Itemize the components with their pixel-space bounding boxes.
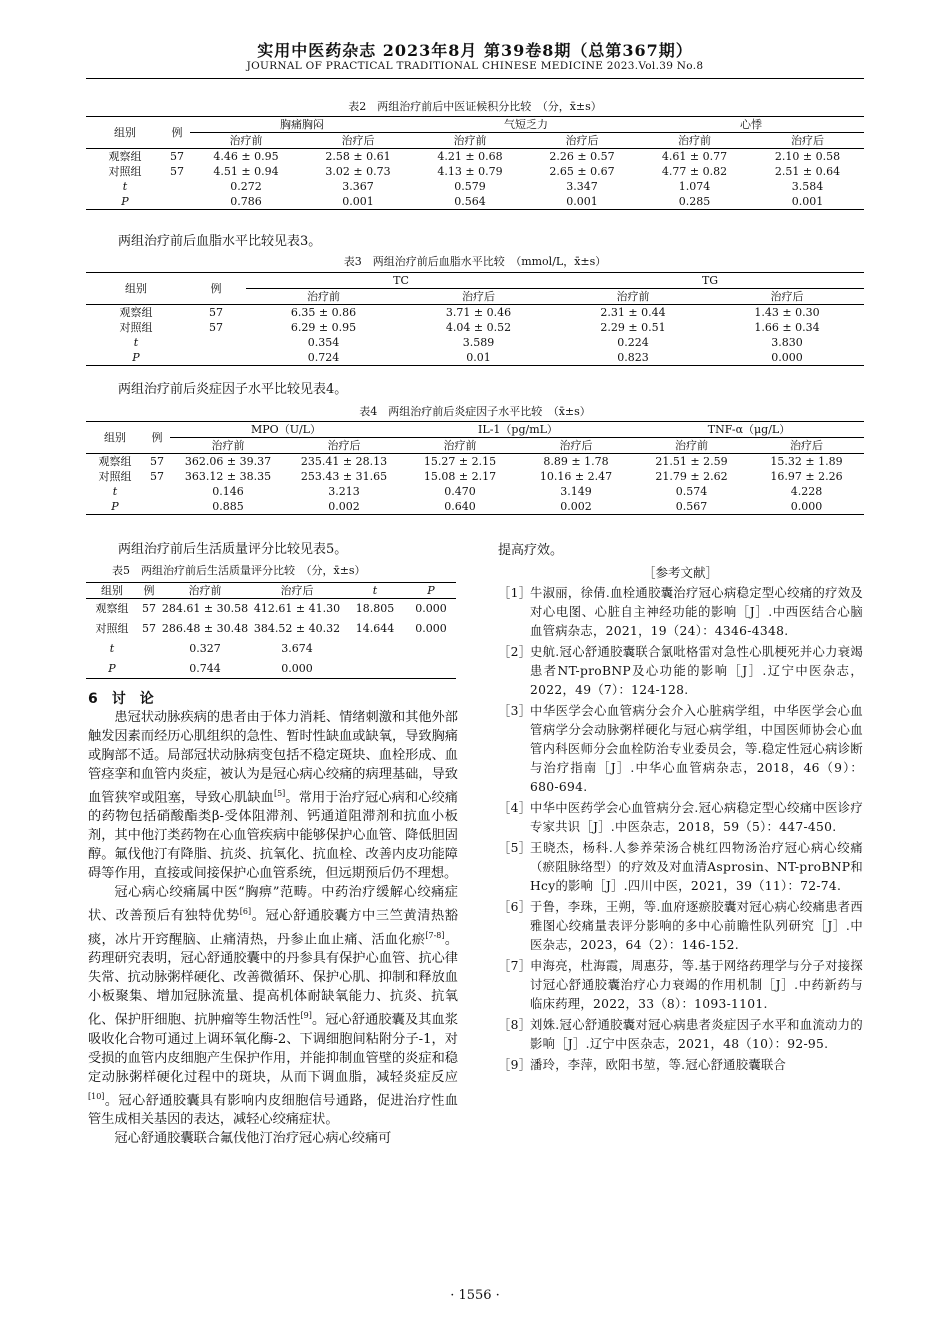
text-run: 。冠心舒通胶囊具有影响内皮细胞信号通路，促进治疗性血管生成相关基因的表达，减轻心绞痛症状。 <box>88 1092 458 1127</box>
reference-item <box>498 957 863 1014</box>
table-row <box>86 149 864 165</box>
cell: 2.29 ± 0.51 <box>600 321 666 334</box>
cell: 2.58 ± 0.61 <box>302 149 414 165</box>
cell: 2.26 ± 0.57 <box>526 149 638 165</box>
row-label: P <box>86 194 164 210</box>
table3-header-group: 组别 <box>86 273 186 305</box>
cell: 4.61 ± 0.77 <box>638 149 751 165</box>
row-n <box>164 194 190 210</box>
table5-caption: 表5 两组治疗前后生活质量评分比较 （分，x̄±s） <box>112 564 366 577</box>
reference-number: ［3］ <box>498 704 532 718</box>
cell: 0.724 <box>246 350 401 366</box>
section-heading-discussion: 6 讨 论 <box>88 691 154 707</box>
cell: 2.31 ± 0.44 <box>556 305 710 321</box>
table-row <box>86 350 864 366</box>
table-row <box>86 619 456 639</box>
table2-header-pre: 治疗前 <box>453 134 487 147</box>
citation: [10] <box>88 1091 105 1101</box>
row-n: 57 <box>170 165 184 178</box>
cell: 253.43 ± 31.65 <box>300 470 388 483</box>
table5-header-n: 例 <box>138 583 160 599</box>
table2-header-g3: 心悸 <box>638 117 864 133</box>
reference-text: 中华医学会心血管病分会介入心脏病学组，中华医学会心血管病学分会动脉粥样硬化与冠心病学组，中国医师协会心血管内科医师分会血栓防治专业委员会，等.稳定性冠心病诊断与治疗指南［J］.中华心血管病杂志，2018，46（9）：680-694. <box>530 704 863 794</box>
row-n: 57 <box>150 470 164 483</box>
cell: 0.564 <box>414 194 526 210</box>
table2-header-pre: 治疗前 <box>678 134 711 147</box>
row-label: 观察组 <box>86 454 144 470</box>
cell: 0.744 <box>160 659 250 679</box>
table4-header-pre: 治疗前 <box>443 439 477 452</box>
row-label: 观察组 <box>86 149 164 165</box>
table2-header-post: 治疗后 <box>341 134 375 147</box>
cell: 3.367 <box>342 180 374 193</box>
cell: 6.35 ± 0.86 <box>246 305 401 321</box>
citation: [5] <box>273 789 286 798</box>
table4-header-pre: 治疗前 <box>211 439 245 452</box>
reference-number: ［6］ <box>498 900 532 914</box>
row-label: 观察组 <box>95 602 129 616</box>
table4-header-g2: IL-1（pg/mL） <box>402 422 634 438</box>
reference-item <box>498 584 863 641</box>
cell: 0.272 <box>230 180 262 193</box>
reference-item <box>498 643 863 700</box>
cell: 412.61 ± 41.30 <box>253 602 341 616</box>
table4-header-group: 组别 <box>86 422 144 454</box>
cell: 0.01 <box>401 350 556 366</box>
cell: 4.04 ± 0.52 <box>445 321 512 334</box>
cell: 0.000 <box>415 602 447 616</box>
cell: 4.13 ± 0.79 <box>437 165 503 178</box>
reference-number: ［9］ <box>498 1058 532 1072</box>
references-list <box>498 584 863 1077</box>
cell: 0.002 <box>518 499 634 515</box>
cell: 0.574 <box>675 485 708 498</box>
cell: 16.97 ± 2.26 <box>770 470 843 483</box>
row-n <box>138 659 160 679</box>
table-row <box>86 639 456 659</box>
cell: 1.43 ± 0.30 <box>710 305 864 321</box>
table4-header-post: 治疗后 <box>327 439 361 452</box>
row-n: 57 <box>209 321 223 334</box>
reference-item <box>498 702 863 797</box>
row-label: P <box>86 350 186 366</box>
reference-number: ［2］ <box>498 645 532 659</box>
cell: 0.885 <box>170 499 286 515</box>
cell: 0.285 <box>638 194 751 210</box>
table-row <box>86 599 456 619</box>
cell: 3.584 <box>791 180 824 193</box>
table5-header-pre: 治疗前 <box>160 583 250 599</box>
table5-header-group: 组别 <box>86 583 138 599</box>
cell: 362.06 ± 39.37 <box>170 454 286 470</box>
table-row <box>86 305 864 321</box>
cell: 363.12 ± 38.35 <box>184 470 272 483</box>
table5 <box>86 582 456 679</box>
cell: 14.644 <box>355 622 395 635</box>
cell: 4.51 ± 0.94 <box>213 165 279 178</box>
citation: [6] <box>239 907 252 917</box>
table-row <box>86 484 864 499</box>
header-rule <box>86 78 864 79</box>
reference-item <box>498 1056 863 1075</box>
row-n: 57 <box>164 149 190 165</box>
table5-header-t: t <box>344 583 406 599</box>
row-label: P <box>86 659 138 679</box>
cell: 235.41 ± 28.13 <box>286 454 402 470</box>
reference-number: ［5］ <box>498 841 532 855</box>
text-run: 患冠状动脉疾病的患者由于体力消耗、情绪刺激和其他外部触发因素而经历心肌组织的急性、暂时性缺血或缺氧，导致胸痛或胸部不适。局部冠状动脉病变包括不稳定斑块、血栓形成、血管痉挛和血管内炎症，被认为是冠心病心绞痛的病理基础，导致血管狭窄或阻塞，导致心肌缺血 <box>88 710 458 806</box>
table-row <box>86 499 864 515</box>
discussion-continuation: 提高疗效。 <box>498 543 564 558</box>
reference-number: ［7］ <box>498 959 532 973</box>
journal-title: 实用中医药杂志 2023年8月 第39卷8期（总第367期） <box>257 41 693 60</box>
cell: 0.823 <box>556 350 710 366</box>
cell: 0.000 <box>415 622 447 635</box>
reference-text: 于鲁，李珠，王朔，等.血府逐瘀胶囊对冠心病心绞痛患者西雅图心绞痛量表评分影响的多中心前瞻性队列研究［J］.中医杂志，2023，64（2）：146-152. <box>530 900 863 952</box>
row-n: 57 <box>144 454 170 470</box>
text-table3-ref: 两组治疗前后血脂水平比较见表3。 <box>118 234 322 249</box>
cell: 15.32 ± 1.89 <box>749 454 864 470</box>
cell: 1.074 <box>678 180 711 193</box>
cell: 18.805 <box>355 602 395 616</box>
citation: [7-8] <box>425 930 445 940</box>
cell: 8.89 ± 1.78 <box>518 454 634 470</box>
cell <box>344 639 406 659</box>
table2-header-post: 治疗后 <box>791 134 824 147</box>
row-label: 对照组 <box>95 622 129 635</box>
reference-number: ［4］ <box>498 801 532 815</box>
cell: 0.002 <box>286 499 402 515</box>
reference-item <box>498 898 863 955</box>
discussion-body <box>88 708 458 1148</box>
table4-header-g1: MPO（U/L） <box>170 422 402 438</box>
table2-header-g2: 气短乏力 <box>414 117 638 133</box>
discussion-paragraph-3: 冠心舒通胶囊联合氟伐他汀治疗冠心病心绞痛可 <box>114 1130 392 1146</box>
cell: 15.27 ± 2.15 <box>402 454 518 470</box>
table-row <box>86 335 864 350</box>
reference-item <box>498 839 863 896</box>
cell: 384.52 ± 40.32 <box>253 622 341 635</box>
citation: [9] <box>300 1011 312 1021</box>
cell: 0.000 <box>710 350 864 366</box>
discussion-paragraph-2 <box>88 883 458 1129</box>
table4-header-pre: 治疗前 <box>675 439 708 452</box>
row-n <box>186 350 246 366</box>
table3-header-g1: TC <box>246 273 556 289</box>
cell: 286.48 ± 30.48 <box>161 622 249 635</box>
journal-title-en: JOURNAL OF PRACTICAL TRADITIONAL CHINESE MEDICINE 2023.Vol.39 No.8 <box>246 60 704 72</box>
cell: 1.66 ± 0.34 <box>754 321 820 334</box>
row-label: t <box>133 336 139 349</box>
cell: 21.79 ± 2.62 <box>655 470 728 483</box>
row-n <box>186 335 246 350</box>
text-table5-ref: 两组治疗前后生活质量评分比较见表5。 <box>118 542 348 557</box>
table2 <box>86 116 864 210</box>
table2-header-n: 例 <box>164 117 190 149</box>
row-n <box>138 639 160 659</box>
table2-header-pre: 治疗前 <box>229 134 263 147</box>
cell: 3.02 ± 0.73 <box>325 165 391 178</box>
table2-caption: 表2 两组治疗前后中医证候积分比较 （分，x̄±s） <box>348 100 602 113</box>
cell: 4.228 <box>790 485 823 498</box>
reference-text: 潘玲，李萍，欧阳书堃，等.冠心舒通胶囊联合 <box>530 1058 787 1072</box>
cell <box>406 639 456 659</box>
table-row <box>86 320 864 335</box>
row-n <box>144 484 170 499</box>
table-row <box>86 194 864 210</box>
table4-header-n: 例 <box>144 422 170 454</box>
reference-item <box>498 1016 863 1054</box>
row-n <box>144 499 170 515</box>
table4-caption: 表4 两组治疗前后炎症因子水平比较 （x̄±s） <box>359 405 591 418</box>
cell: 0.001 <box>751 194 864 210</box>
cell: 2.10 ± 0.58 <box>751 149 864 165</box>
cell: 284.61 ± 30.58 <box>161 602 249 616</box>
cell: 4.77 ± 0.82 <box>661 165 728 178</box>
table5-header-p: P <box>406 583 456 599</box>
text-run: 。药理研究表明，冠心舒通胶囊中的丹参具有保护心血管、抗心律失常、抗动脉粥样硬化、改善微循环、保护心肌、抑制和释放血小板聚集、增加冠脉流量、提高机体耐缺氧能力、抗炎、抗氧化、保护肝细胞、抗肿瘤等生物活性 <box>88 932 459 1028</box>
cell: 10.16 ± 2.47 <box>539 470 613 483</box>
cell <box>344 659 406 679</box>
table2-header-g1: 胸痛胸闷 <box>190 117 414 133</box>
text-run: 。冠心舒通胶囊及其血浆吸收化合物可通过上调环氧化酶-2、下调细胞间粘附分子-1，对受损的血管内皮细胞产生保护作用，并能抑制血管壁的炎症和稳定动脉粥样硬化过程中的斑块，从而下调血脂，减轻炎症反应 <box>88 1012 459 1085</box>
table2-header-group: 组别 <box>86 117 164 149</box>
discussion-paragraph-1 <box>88 708 458 883</box>
cell: 0.000 <box>749 499 864 515</box>
cell: 21.51 ± 2.59 <box>634 454 749 470</box>
reference-item <box>498 799 863 837</box>
table3-header-post: 治疗后 <box>770 290 804 303</box>
table3 <box>86 272 864 366</box>
reference-number: ［8］ <box>498 1018 532 1032</box>
reference-text: 中华中医药学会心血管病分会.冠心病稳定型心绞痛中医诊疗专家共识［J］.中医杂志，2018，59（5）：447-450. <box>530 801 863 834</box>
cell: 3.674 <box>281 642 313 655</box>
table4-header-post: 治疗后 <box>790 439 823 452</box>
table3-header-g2: TG <box>556 273 864 289</box>
table-row <box>86 164 864 179</box>
cell: 3.71 ± 0.46 <box>401 305 556 321</box>
cell: 0.786 <box>190 194 302 210</box>
row-label: t <box>112 485 118 498</box>
cell <box>406 659 456 679</box>
row-n <box>164 179 190 194</box>
references-heading: ［参考文献］ <box>642 565 718 580</box>
cell: 2.65 ± 0.67 <box>549 165 615 178</box>
row-label: t <box>122 180 128 193</box>
text-run: 冠心病心绞痛属中医“胸痹”范畴。中药治疗缓解心绞痛症状、改善预后有独特优势 <box>88 885 458 924</box>
text-run: 。冠心舒通胶囊方中三竺黄清热豁痰，冰片开窍醒脑、止痛清热，丹参止血止痛、活血化瘀 <box>88 908 459 948</box>
table3-header-n: 例 <box>186 273 246 305</box>
row-label: 对照组 <box>119 321 153 334</box>
cell: 4.21 ± 0.68 <box>414 149 526 165</box>
cell: 2.51 ± 0.64 <box>774 165 841 178</box>
cell: 0.000 <box>250 659 344 679</box>
cell: 0.579 <box>454 180 486 193</box>
table2-header-post: 治疗后 <box>565 134 599 147</box>
row-label: 观察组 <box>86 305 186 321</box>
row-n: 57 <box>186 305 246 321</box>
page-number: · 1556 · <box>450 1288 500 1303</box>
cell: 3.347 <box>566 180 598 193</box>
table3-header-pre: 治疗前 <box>616 290 650 303</box>
cell: 0.354 <box>307 336 340 349</box>
cell: 3.149 <box>560 485 592 498</box>
table4-header-post: 治疗后 <box>559 439 593 452</box>
cell: 6.29 ± 0.95 <box>290 321 357 334</box>
text-run: 。常用于治疗冠心病和心绞痛的药物包括硝酸酯类β-受体阻滞剂、钙通道阻滞剂和抗血小板剂，其中他汀类药物在心血管疾病中能够保护心血管、降低胆固醇。氟伐他汀有降脂、抗炎、抗氧化、抗血栓、改善内皮功能障碍等作用，直接或间接保护心血管系统，但远期预后仍不理想。 <box>88 790 458 882</box>
reference-text: 申海亮，杜海霞，周惠芬，等.基于网络药理学与分子对接探讨冠心舒通胶囊治疗心力衰竭的作用机制［J］.中药新药与临床药理，2022，33（8）：1093-1101. <box>530 959 863 1011</box>
table4 <box>86 421 864 515</box>
cell: 0.224 <box>617 336 649 349</box>
cell: 0.470 <box>444 485 476 498</box>
cell: 0.001 <box>526 194 638 210</box>
row-label: 对照组 <box>108 165 142 178</box>
table-row <box>86 179 864 194</box>
cell: 15.08 ± 2.17 <box>423 470 497 483</box>
table-row <box>86 454 864 470</box>
table3-header-pre: 治疗前 <box>307 290 340 303</box>
reference-text: 刘姝.冠心舒通胶囊对冠心病患者炎症因子水平和血流动力的影响［J］.辽宁中医杂志，2021，48（10）：92-95. <box>530 1018 863 1051</box>
table4-header-g3: TNF-α（μg/L） <box>634 422 864 438</box>
table5-header-post: 治疗后 <box>250 583 344 599</box>
reference-text: 牛淑丽，徐倩.血栓通胶囊治疗冠心病稳定型心绞痛的疗效及对心电图、心脏自主神经功能的影响［J］.中西医结合心脑血管病杂志，2021，19（24）：4346-4348. <box>530 586 863 638</box>
table3-caption: 表3 两组治疗前后血脂水平比较 （mmol/L，x̄±s） <box>343 255 607 268</box>
cell: 0.640 <box>402 499 518 515</box>
cell: 4.46 ± 0.95 <box>190 149 302 165</box>
cell: 0.567 <box>634 499 749 515</box>
table-row <box>86 469 864 484</box>
cell: 3.830 <box>771 336 803 349</box>
reference-text: 王晓杰，杨科.人参养荣汤合桃红四物汤治疗冠心病心绞痛（瘀阻脉络型）的疗效及对血清Asprosin、NT-proBNP和Hcy的影响［J］.四川中医，2021，39（11）：72-74. <box>530 841 863 893</box>
reference-text: 史航.冠心舒通胶囊联合氯吡格雷对急性心肌梗死并心力衰竭患者NT-proBNP及心功能的影响［J］.辽宁中医杂志，2022，49（7）：124-128. <box>530 645 863 697</box>
cell: 3.213 <box>328 485 360 498</box>
table-row <box>86 659 456 679</box>
row-label: t <box>109 642 115 655</box>
row-n: 57 <box>142 622 156 635</box>
text-table4-ref: 两组治疗前后炎症因子水平比较见表4。 <box>118 382 348 397</box>
table3-header-post: 治疗后 <box>462 290 495 303</box>
cell: 0.001 <box>302 194 414 210</box>
row-n: 57 <box>142 602 156 616</box>
row-label: 对照组 <box>98 470 132 483</box>
row-label: P <box>86 499 144 515</box>
cell: 3.589 <box>462 336 495 349</box>
cell: 0.146 <box>212 485 244 498</box>
cell: 0.327 <box>189 642 221 655</box>
reference-number: ［1］ <box>498 586 532 600</box>
